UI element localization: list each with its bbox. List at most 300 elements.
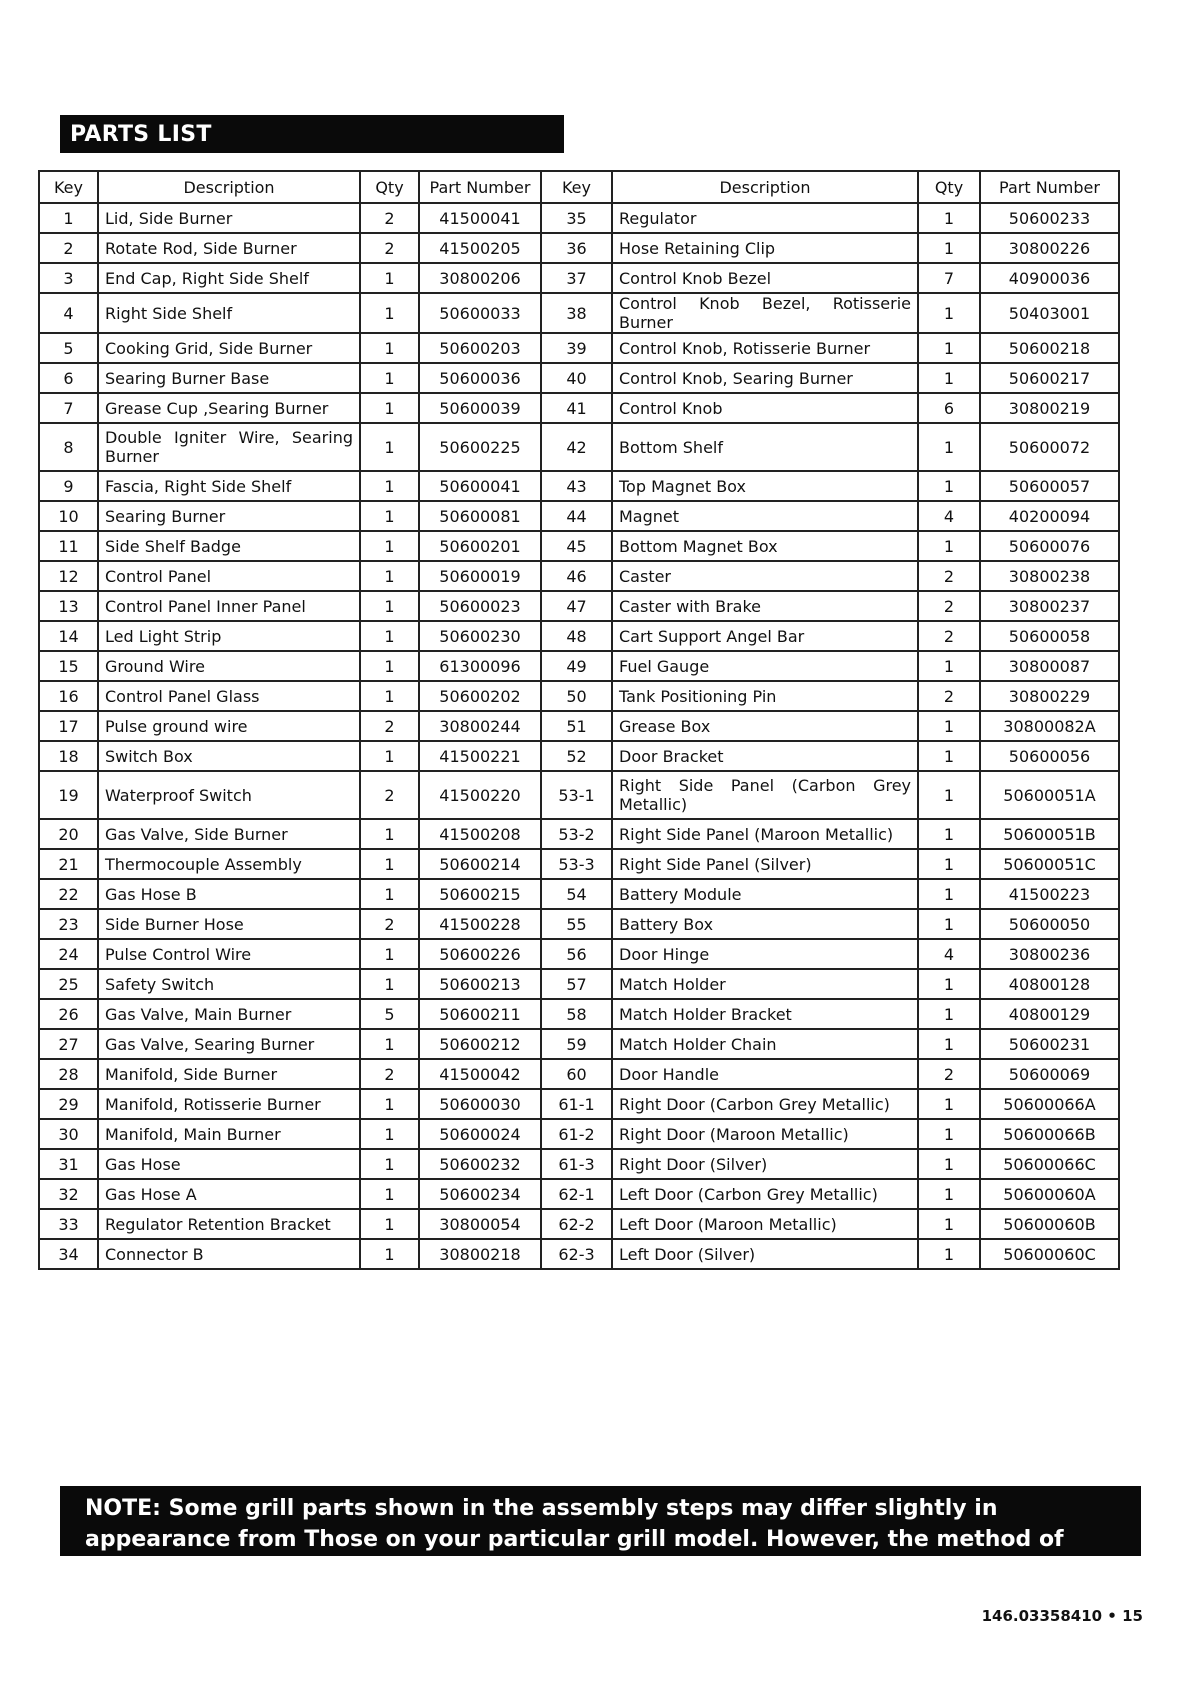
qty-cell: 1 [360, 1089, 419, 1119]
header-description: Description [612, 171, 918, 203]
description-cell: Bottom Magnet Box [612, 531, 918, 561]
qty-cell: 4 [918, 939, 980, 969]
part-number-cell: 50600056 [980, 741, 1119, 771]
qty-cell: 1 [918, 423, 980, 471]
description-cell: Gas Valve, Side Burner [98, 819, 360, 849]
qty-cell: 1 [918, 531, 980, 561]
key-cell: 8 [39, 423, 98, 471]
description-cell: Safety Switch [98, 969, 360, 999]
key-cell: 22 [39, 879, 98, 909]
table-row [39, 591, 1119, 621]
part-number-cell: 50600066A [980, 1089, 1119, 1119]
description-cell: Manifold, Side Burner [98, 1059, 360, 1089]
qty-cell: 1 [360, 293, 419, 333]
key-cell: 6 [39, 363, 98, 393]
page-number: 146.03358410 • 15 [981, 1607, 1143, 1625]
description-cell: Match Holder Bracket [612, 999, 918, 1029]
description-cell: Control Knob Bezel, Rotisserie Burner [612, 293, 918, 333]
qty-cell: 1 [918, 909, 980, 939]
description-cell: Right Door (Carbon Grey Metallic) [612, 1089, 918, 1119]
table-row [39, 1119, 1119, 1149]
key-cell: 7 [39, 393, 98, 423]
qty-cell: 1 [918, 879, 980, 909]
key-cell: 37 [541, 263, 612, 293]
description-cell: Cooking Grid, Side Burner [98, 333, 360, 363]
part-number-cell: 50600203 [419, 333, 541, 363]
key-cell: 11 [39, 531, 98, 561]
part-number-cell: 50600051B [980, 819, 1119, 849]
qty-cell: 1 [360, 1119, 419, 1149]
description-cell: Right Door (Silver) [612, 1149, 918, 1179]
part-number-cell: 40800128 [980, 969, 1119, 999]
qty-cell: 4 [918, 501, 980, 531]
part-number-cell: 50600030 [419, 1089, 541, 1119]
description-cell: Cart Support Angel Bar [612, 621, 918, 651]
table-row [39, 263, 1119, 293]
part-number-cell: 50600057 [980, 471, 1119, 501]
qty-cell: 1 [918, 293, 980, 333]
table-row [39, 233, 1119, 263]
part-number-cell: 50600060B [980, 1209, 1119, 1239]
qty-cell: 1 [918, 203, 980, 233]
table-row [39, 681, 1119, 711]
qty-cell: 7 [918, 263, 980, 293]
description-cell: Led Light Strip [98, 621, 360, 651]
description-cell: Fuel Gauge [612, 651, 918, 681]
qty-cell: 1 [360, 939, 419, 969]
key-cell: 15 [39, 651, 98, 681]
description-cell: Gas Valve, Searing Burner [98, 1029, 360, 1059]
table-row [39, 203, 1119, 233]
table-row [39, 939, 1119, 969]
part-number-cell: 50600212 [419, 1029, 541, 1059]
qty-cell: 1 [360, 681, 419, 711]
qty-cell: 1 [360, 969, 419, 999]
qty-cell: 1 [360, 1149, 419, 1179]
description-cell: Gas Valve, Main Burner [98, 999, 360, 1029]
part-number-cell: 50600211 [419, 999, 541, 1029]
qty-cell: 1 [360, 501, 419, 531]
qty-cell: 1 [360, 333, 419, 363]
description-cell: Left Door (Maroon Metallic) [612, 1209, 918, 1239]
key-cell: 13 [39, 591, 98, 621]
table-header-row [39, 171, 1119, 203]
qty-cell: 2 [360, 233, 419, 263]
key-cell: 4 [39, 293, 98, 333]
key-cell: 26 [39, 999, 98, 1029]
description-cell: Switch Box [98, 741, 360, 771]
part-number-cell: 50600051A [980, 771, 1119, 819]
header-description: Description [98, 171, 360, 203]
qty-cell: 1 [918, 819, 980, 849]
description-cell: Thermocouple Assembly [98, 849, 360, 879]
part-number-cell: 50600060C [980, 1239, 1119, 1269]
description-cell: Rotate Rod, Side Burner [98, 233, 360, 263]
description-cell: End Cap, Right Side Shelf [98, 263, 360, 293]
key-cell: 46 [541, 561, 612, 591]
key-cell: 44 [541, 501, 612, 531]
part-number-cell: 41500220 [419, 771, 541, 819]
description-cell: Left Door (Silver) [612, 1239, 918, 1269]
part-number-cell: 41500205 [419, 233, 541, 263]
qty-cell: 1 [918, 771, 980, 819]
part-number-cell: 50600051C [980, 849, 1119, 879]
key-cell: 14 [39, 621, 98, 651]
key-cell: 41 [541, 393, 612, 423]
table-row [39, 561, 1119, 591]
part-number-cell: 50600036 [419, 363, 541, 393]
part-number-cell: 50600033 [419, 293, 541, 333]
qty-cell: 1 [360, 531, 419, 561]
qty-cell: 2 [918, 1059, 980, 1089]
description-cell: Double Igniter Wire, Searing Burner [98, 423, 360, 471]
key-cell: 54 [541, 879, 612, 909]
header-part-number: Part Number [980, 171, 1119, 203]
table-row [39, 969, 1119, 999]
description-cell: Left Door (Carbon Grey Metallic) [612, 1179, 918, 1209]
qty-cell: 6 [918, 393, 980, 423]
qty-cell: 2 [918, 591, 980, 621]
part-number-cell: 30800244 [419, 711, 541, 741]
table-row [39, 771, 1119, 819]
key-cell: 16 [39, 681, 98, 711]
part-number-cell: 50600050 [980, 909, 1119, 939]
description-cell: Hose Retaining Clip [612, 233, 918, 263]
qty-cell: 1 [360, 741, 419, 771]
qty-cell: 1 [360, 651, 419, 681]
table-row [39, 711, 1119, 741]
qty-cell: 1 [360, 423, 419, 471]
key-cell: 5 [39, 333, 98, 363]
key-cell: 60 [541, 1059, 612, 1089]
qty-cell: 2 [360, 909, 419, 939]
description-cell: Right Door (Maroon Metallic) [612, 1119, 918, 1149]
part-number-cell: 30800218 [419, 1239, 541, 1269]
qty-cell: 1 [360, 819, 419, 849]
qty-cell: 1 [918, 651, 980, 681]
part-number-cell: 50403001 [980, 293, 1119, 333]
part-number-cell: 50600039 [419, 393, 541, 423]
table-row [39, 363, 1119, 393]
table-row [39, 621, 1119, 651]
qty-cell: 2 [360, 203, 419, 233]
table-row [39, 1149, 1119, 1179]
part-number-cell: 50600058 [980, 621, 1119, 651]
key-cell: 43 [541, 471, 612, 501]
table-row [39, 849, 1119, 879]
part-number-cell: 30800206 [419, 263, 541, 293]
key-cell: 45 [541, 531, 612, 561]
description-cell: Pulse ground wire [98, 711, 360, 741]
key-cell: 59 [541, 1029, 612, 1059]
part-number-cell: 50600041 [419, 471, 541, 501]
qty-cell: 1 [360, 621, 419, 651]
key-cell: 3 [39, 263, 98, 293]
qty-cell: 1 [360, 363, 419, 393]
description-cell: Side Burner Hose [98, 909, 360, 939]
description-cell: Battery Module [612, 879, 918, 909]
parts-table [38, 170, 1120, 1270]
part-number-cell: 41500208 [419, 819, 541, 849]
part-number-cell: 50600214 [419, 849, 541, 879]
qty-cell: 1 [918, 999, 980, 1029]
description-cell: Manifold, Main Burner [98, 1119, 360, 1149]
key-cell: 47 [541, 591, 612, 621]
key-cell: 35 [541, 203, 612, 233]
table-row [39, 1029, 1119, 1059]
key-cell: 40 [541, 363, 612, 393]
part-number-cell: 50600215 [419, 879, 541, 909]
table-row [39, 423, 1119, 471]
description-cell: Match Holder [612, 969, 918, 999]
key-cell: 53-2 [541, 819, 612, 849]
table-row [39, 471, 1119, 501]
key-cell: 21 [39, 849, 98, 879]
description-cell: Gas Hose A [98, 1179, 360, 1209]
description-cell: Match Holder Chain [612, 1029, 918, 1059]
key-cell: 20 [39, 819, 98, 849]
header-part-number: Part Number [419, 171, 541, 203]
part-number-cell: 50600213 [419, 969, 541, 999]
part-number-cell: 50600076 [980, 531, 1119, 561]
qty-cell: 1 [360, 1239, 419, 1269]
assembly-note: NOTE: Some grill parts shown in the assembly steps may differ slightly in appearance from Those on your particular grill model. However, the method of assembly remains the same. [60, 1486, 1141, 1556]
key-cell: 18 [39, 741, 98, 771]
description-cell: Grease Cup ,Searing Burner [98, 393, 360, 423]
key-cell: 31 [39, 1149, 98, 1179]
description-cell: Regulator Retention Bracket [98, 1209, 360, 1239]
key-cell: 24 [39, 939, 98, 969]
key-cell: 62-1 [541, 1179, 612, 1209]
qty-cell: 1 [360, 1029, 419, 1059]
part-number-cell: 30800226 [980, 233, 1119, 263]
part-number-cell: 50600201 [419, 531, 541, 561]
part-number-cell: 30800237 [980, 591, 1119, 621]
part-number-cell: 61300096 [419, 651, 541, 681]
qty-cell: 1 [360, 1179, 419, 1209]
description-cell: Battery Box [612, 909, 918, 939]
parts-list-title: PARTS LIST [60, 115, 564, 153]
qty-cell: 1 [918, 363, 980, 393]
part-number-cell: 30800087 [980, 651, 1119, 681]
qty-cell: 1 [918, 233, 980, 263]
key-cell: 61-1 [541, 1089, 612, 1119]
part-number-cell: 50600231 [980, 1029, 1119, 1059]
description-cell: Pulse Control Wire [98, 939, 360, 969]
qty-cell: 1 [918, 1209, 980, 1239]
part-number-cell: 50600069 [980, 1059, 1119, 1089]
qty-cell: 1 [360, 879, 419, 909]
table-row [39, 333, 1119, 363]
part-number-cell: 40200094 [980, 501, 1119, 531]
table-row [39, 1239, 1119, 1269]
part-number-cell: 40800129 [980, 999, 1119, 1029]
description-cell: Control Panel Glass [98, 681, 360, 711]
qty-cell: 2 [918, 681, 980, 711]
description-cell: Control Panel [98, 561, 360, 591]
key-cell: 51 [541, 711, 612, 741]
part-number-cell: 50600218 [980, 333, 1119, 363]
key-cell: 61-2 [541, 1119, 612, 1149]
part-number-cell: 50600226 [419, 939, 541, 969]
description-cell: Door Bracket [612, 741, 918, 771]
table-row [39, 1059, 1119, 1089]
qty-cell: 1 [918, 1239, 980, 1269]
key-cell: 30 [39, 1119, 98, 1149]
key-cell: 38 [541, 293, 612, 333]
table-row [39, 909, 1119, 939]
qty-cell: 1 [918, 1179, 980, 1209]
description-cell: Searing Burner [98, 501, 360, 531]
key-cell: 62-2 [541, 1209, 612, 1239]
qty-cell: 1 [360, 471, 419, 501]
qty-cell: 1 [360, 1209, 419, 1239]
description-cell: Searing Burner Base [98, 363, 360, 393]
key-cell: 53-1 [541, 771, 612, 819]
qty-cell: 1 [918, 849, 980, 879]
qty-cell: 1 [360, 591, 419, 621]
key-cell: 25 [39, 969, 98, 999]
qty-cell: 5 [360, 999, 419, 1029]
key-cell: 10 [39, 501, 98, 531]
description-cell: Control Knob, Searing Burner [612, 363, 918, 393]
description-cell: Bottom Shelf [612, 423, 918, 471]
description-cell: Control Knob, Rotisserie Burner [612, 333, 918, 363]
description-cell: Connector B [98, 1239, 360, 1269]
description-cell: Door Hinge [612, 939, 918, 969]
header-key: Key [541, 171, 612, 203]
key-cell: 49 [541, 651, 612, 681]
key-cell: 33 [39, 1209, 98, 1239]
key-cell: 23 [39, 909, 98, 939]
table-row [39, 819, 1119, 849]
table-row [39, 393, 1119, 423]
key-cell: 48 [541, 621, 612, 651]
part-number-cell: 50600066B [980, 1119, 1119, 1149]
table-row [39, 501, 1119, 531]
qty-cell: 1 [918, 1149, 980, 1179]
key-cell: 52 [541, 741, 612, 771]
part-number-cell: 41500228 [419, 909, 541, 939]
qty-cell: 1 [918, 333, 980, 363]
key-cell: 57 [541, 969, 612, 999]
key-cell: 50 [541, 681, 612, 711]
description-cell: Right Side Panel (Silver) [612, 849, 918, 879]
part-number-cell: 50600081 [419, 501, 541, 531]
part-number-cell: 50600019 [419, 561, 541, 591]
part-number-cell: 50600233 [980, 203, 1119, 233]
table-row [39, 293, 1119, 333]
key-cell: 34 [39, 1239, 98, 1269]
qty-cell: 1 [918, 741, 980, 771]
description-cell: Right Side Panel (Carbon Grey Metallic) [612, 771, 918, 819]
qty-cell: 1 [918, 1029, 980, 1059]
table-row [39, 1209, 1119, 1239]
key-cell: 36 [541, 233, 612, 263]
part-number-cell: 50600217 [980, 363, 1119, 393]
qty-cell: 1 [360, 561, 419, 591]
description-cell: Tank Positioning Pin [612, 681, 918, 711]
key-cell: 2 [39, 233, 98, 263]
description-cell: Grease Box [612, 711, 918, 741]
qty-cell: 1 [918, 1089, 980, 1119]
header-qty: Qty [918, 171, 980, 203]
qty-cell: 1 [918, 1119, 980, 1149]
part-number-cell: 50600225 [419, 423, 541, 471]
key-cell: 42 [541, 423, 612, 471]
key-cell: 39 [541, 333, 612, 363]
table-row [39, 531, 1119, 561]
qty-cell: 1 [360, 393, 419, 423]
part-number-cell: 50600072 [980, 423, 1119, 471]
header-qty: Qty [360, 171, 419, 203]
description-cell: Control Knob [612, 393, 918, 423]
table-row [39, 1179, 1119, 1209]
qty-cell: 1 [918, 969, 980, 999]
description-cell: Caster [612, 561, 918, 591]
part-number-cell: 30800238 [980, 561, 1119, 591]
table-row [39, 741, 1119, 771]
part-number-cell: 50600232 [419, 1149, 541, 1179]
description-cell: Side Shelf Badge [98, 531, 360, 561]
part-number-cell: 30800054 [419, 1209, 541, 1239]
part-number-cell: 30800219 [980, 393, 1119, 423]
part-number-cell: 50600023 [419, 591, 541, 621]
part-number-cell: 40900036 [980, 263, 1119, 293]
key-cell: 61-3 [541, 1149, 612, 1179]
key-cell: 53-3 [541, 849, 612, 879]
qty-cell: 2 [918, 621, 980, 651]
key-cell: 32 [39, 1179, 98, 1209]
part-number-cell: 41500221 [419, 741, 541, 771]
part-number-cell: 50600202 [419, 681, 541, 711]
part-number-cell: 41500223 [980, 879, 1119, 909]
qty-cell: 2 [360, 711, 419, 741]
part-number-cell: 41500042 [419, 1059, 541, 1089]
table-row [39, 879, 1119, 909]
key-cell: 1 [39, 203, 98, 233]
description-cell: Fascia, Right Side Shelf [98, 471, 360, 501]
description-cell: Magnet [612, 501, 918, 531]
key-cell: 19 [39, 771, 98, 819]
table-row [39, 651, 1119, 681]
key-cell: 29 [39, 1089, 98, 1119]
description-cell: Waterproof Switch [98, 771, 360, 819]
qty-cell: 2 [360, 771, 419, 819]
description-cell: Ground Wire [98, 651, 360, 681]
qty-cell: 2 [360, 1059, 419, 1089]
description-cell: Caster with Brake [612, 591, 918, 621]
description-cell: Right Side Shelf [98, 293, 360, 333]
part-number-cell: 50600230 [419, 621, 541, 651]
key-cell: 17 [39, 711, 98, 741]
part-number-cell: 50600024 [419, 1119, 541, 1149]
key-cell: 9 [39, 471, 98, 501]
key-cell: 56 [541, 939, 612, 969]
description-cell: Lid, Side Burner [98, 203, 360, 233]
part-number-cell: 41500041 [419, 203, 541, 233]
table-row [39, 999, 1119, 1029]
qty-cell: 2 [918, 561, 980, 591]
header-key: Key [39, 171, 98, 203]
description-cell: Gas Hose B [98, 879, 360, 909]
key-cell: 27 [39, 1029, 98, 1059]
description-cell: Door Handle [612, 1059, 918, 1089]
description-cell: Control Knob Bezel [612, 263, 918, 293]
description-cell: Regulator [612, 203, 918, 233]
description-cell: Gas Hose [98, 1149, 360, 1179]
qty-cell: 1 [918, 711, 980, 741]
